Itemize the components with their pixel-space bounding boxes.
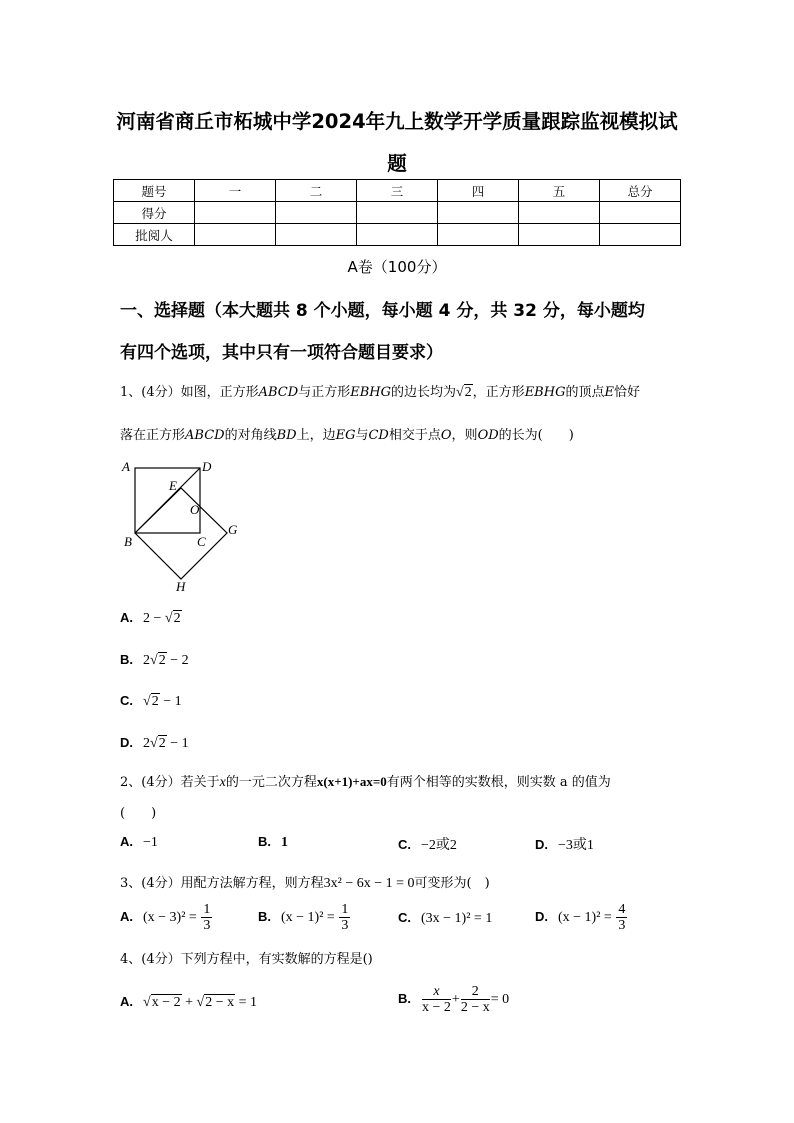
option-letter: B. (398, 991, 411, 1006)
q2-text: 的一元二次方程 (225, 775, 317, 790)
score-header-cell: 二 (276, 180, 357, 202)
option-letter: D. (120, 735, 133, 750)
option-letter: C. (120, 693, 133, 708)
option-letter: C. (398, 910, 411, 925)
q1-option-b[interactable] (120, 652, 189, 669)
radicand: 2 (151, 694, 159, 709)
option-letter: B. (258, 909, 271, 924)
reviewer-cell[interactable] (438, 224, 519, 246)
numerator: 4 (618, 902, 626, 917)
option-expr: (x − 1)² = (558, 910, 616, 925)
q1-text: 相交于点 (388, 428, 441, 443)
option-text: −2或2 (421, 838, 457, 853)
q2-math: x (219, 775, 226, 790)
q1-math: ABCD (258, 385, 299, 400)
option-expr: 2 (143, 653, 150, 668)
denominator: 2 − x (460, 1000, 490, 1015)
option-letter: A. (120, 994, 133, 1009)
q1-text: 与正方形 (298, 385, 351, 400)
radicand: 2 (464, 385, 472, 400)
question-1-line1 (120, 381, 640, 401)
option-letter: B. (120, 652, 133, 667)
label-h: H (176, 579, 186, 594)
q1-text: 落在正方形 (120, 428, 186, 443)
score-header-cell: 五 (519, 180, 600, 202)
score-header-cell: 三 (357, 180, 438, 202)
denominator: 3 (341, 918, 349, 933)
q1-text: 的边长均为 (390, 385, 456, 400)
question-2-line2: ( ) (120, 806, 157, 821)
option-text: −3或1 (558, 838, 594, 853)
fraction (201, 902, 212, 933)
option-expr: (x − 3)² = (143, 910, 201, 925)
radicand: x − 2 (151, 995, 181, 1010)
q1-math: BD (276, 428, 297, 443)
option-expr: − 1 (159, 694, 182, 709)
q2-text: 有两个相等的实数根，则实数 a 的值为 (386, 775, 611, 790)
section-heading-line1: 一、选择题（本大题共 8 个小题，每小题 4 分，共 32 分，每小题均 (120, 301, 645, 321)
option-text: −1 (143, 835, 158, 850)
label-a: A (122, 459, 130, 474)
label-e: E (169, 478, 177, 493)
q1-math: EBHG (350, 385, 391, 400)
volume-label: A卷（100分） (347, 258, 447, 276)
sqrt-expression: √2 (164, 611, 181, 626)
reviewer-cell[interactable] (195, 224, 276, 246)
q1-math: EBHG (524, 385, 566, 400)
score-header-cell: 总分 (600, 180, 681, 202)
option-expr: 2 − (143, 611, 165, 626)
reviewer-cell[interactable] (357, 224, 438, 246)
option-expr: (3x − 1)² = 1 (421, 911, 493, 926)
option-letter: D. (535, 837, 548, 852)
option-expr: + (451, 992, 460, 1007)
q1-math: O (440, 428, 452, 443)
score-header-cell: 四 (438, 180, 519, 202)
q1-option-a[interactable] (120, 610, 182, 627)
q1-text: 与 (355, 428, 369, 443)
denominator: 3 (203, 918, 211, 933)
q1-text: ，则 (451, 428, 478, 443)
radicand: 2 (158, 653, 166, 668)
sqrt-expression: √2 (150, 653, 166, 668)
geometry-figure (115, 455, 245, 595)
denominator: x − 2 (422, 1000, 451, 1015)
document-title-line2: 题 (387, 152, 407, 175)
fraction (616, 902, 627, 933)
q1-math: OD (477, 428, 499, 443)
sqrt-expression: √2 (150, 736, 166, 751)
question-4-line: 4、(4分）下列方程中，有实数解的方程是() (120, 952, 373, 967)
radicand: 2 − x (205, 995, 235, 1010)
fraction (339, 902, 350, 933)
document-title-line1: 河南省商丘市柘城中学2024年九上数学开学质量跟踪监视模拟试 (116, 110, 678, 133)
q2-option-b[interactable] (258, 834, 288, 851)
q1-math: CD (368, 428, 389, 443)
option-expr: (x − 1)² = (281, 910, 339, 925)
option-letter: D. (535, 909, 548, 924)
numerator: 2 (461, 984, 490, 1000)
score-row-label: 得分 (114, 202, 195, 224)
reviewer-cell[interactable] (600, 224, 681, 246)
q1-math: ABCD (185, 428, 225, 443)
label-g: G (228, 522, 238, 537)
q1-text: 1、(4分）如图，正方形 (120, 385, 259, 400)
sqrt-expression: √x − 2 (143, 995, 181, 1010)
option-expr: + (181, 995, 197, 1010)
q1-text: 的对角线 (224, 428, 277, 443)
option-text: 1 (281, 835, 288, 850)
numerator: 1 (203, 902, 211, 917)
radicand: 2 (173, 611, 181, 626)
score-cell[interactable] (276, 202, 357, 224)
score-cell[interactable] (438, 202, 519, 224)
q3-option-c[interactable] (398, 910, 492, 927)
q4-option-b[interactable] (398, 984, 509, 1015)
reviewer-row-label: 批阅人 (114, 224, 195, 246)
sqrt-expression: √2 (455, 385, 472, 400)
option-letter: A. (120, 834, 133, 849)
numerator: 1 (341, 902, 349, 917)
q1-option-c[interactable] (120, 693, 182, 710)
q3-option-b[interactable] (258, 902, 351, 933)
score-cell[interactable] (519, 202, 600, 224)
score-table-reviewer-row (114, 224, 681, 246)
q3-text: 3、(4分）用配方法解方程，则方程 (120, 876, 324, 891)
fraction (461, 984, 490, 1015)
score-table-header-row (114, 180, 681, 202)
q1-math: E (604, 385, 614, 400)
option-expr: − 2 (166, 653, 189, 668)
q1-text: 恰好 (613, 385, 640, 400)
q1-text: 的顶点 (565, 385, 605, 400)
question-2-line1 (120, 771, 611, 791)
q2-option-a[interactable] (120, 834, 158, 851)
score-cell[interactable] (357, 202, 438, 224)
q1-text: ，正方形 (472, 385, 525, 400)
q2-equation: x(x+1)+ax=0 (316, 774, 387, 789)
q3-option-a[interactable] (120, 902, 213, 933)
numerator: x (422, 984, 451, 1000)
q1-text: 的长为( ) (498, 428, 574, 443)
option-expr: 2 (143, 736, 150, 751)
score-header-cell: 题号 (114, 180, 195, 202)
option-letter: A. (120, 610, 133, 625)
q2-option-d[interactable] (535, 834, 594, 854)
reviewer-cell[interactable] (519, 224, 600, 246)
option-letter: B. (258, 834, 271, 849)
score-header-cell: 一 (195, 180, 276, 202)
option-expr: − 1 (166, 736, 189, 751)
q4-option-a[interactable] (120, 994, 257, 1011)
q3-equation: 3x² − 6x − 1 = 0 (323, 876, 415, 891)
q1-text: 上，边 (296, 428, 336, 443)
section-heading-line2: 有四个选项，其中只有一项符合题目要求） (120, 343, 443, 363)
sqrt-expression: √2 (143, 694, 159, 709)
option-letter: A. (120, 909, 133, 924)
score-table (113, 179, 681, 246)
label-o: O (190, 502, 200, 517)
label-d: D (202, 459, 212, 474)
score-table-score-row (114, 202, 681, 224)
score-cell[interactable] (195, 202, 276, 224)
radicand: 2 (158, 736, 166, 751)
score-cell[interactable] (600, 202, 681, 224)
question-3-line (120, 872, 490, 892)
q2-text: 2、(4分）若关于 (120, 775, 220, 790)
q1-option-d[interactable] (120, 735, 189, 752)
option-expr: = 1 (235, 995, 257, 1010)
denominator: 3 (618, 918, 626, 933)
label-c: C (197, 534, 206, 549)
question-1-line2 (120, 424, 574, 443)
q1-math: EG (335, 428, 356, 443)
q2-option-c[interactable] (398, 834, 457, 854)
q3-text: 可变形为( ) (414, 876, 490, 891)
option-letter: C. (398, 837, 411, 852)
option-expr: = 0 (490, 992, 510, 1007)
q3-option-d[interactable] (535, 902, 628, 933)
label-b: B (124, 534, 132, 549)
sqrt-expression: √2 − x (196, 995, 235, 1010)
reviewer-cell[interactable] (276, 224, 357, 246)
fraction (422, 984, 451, 1015)
